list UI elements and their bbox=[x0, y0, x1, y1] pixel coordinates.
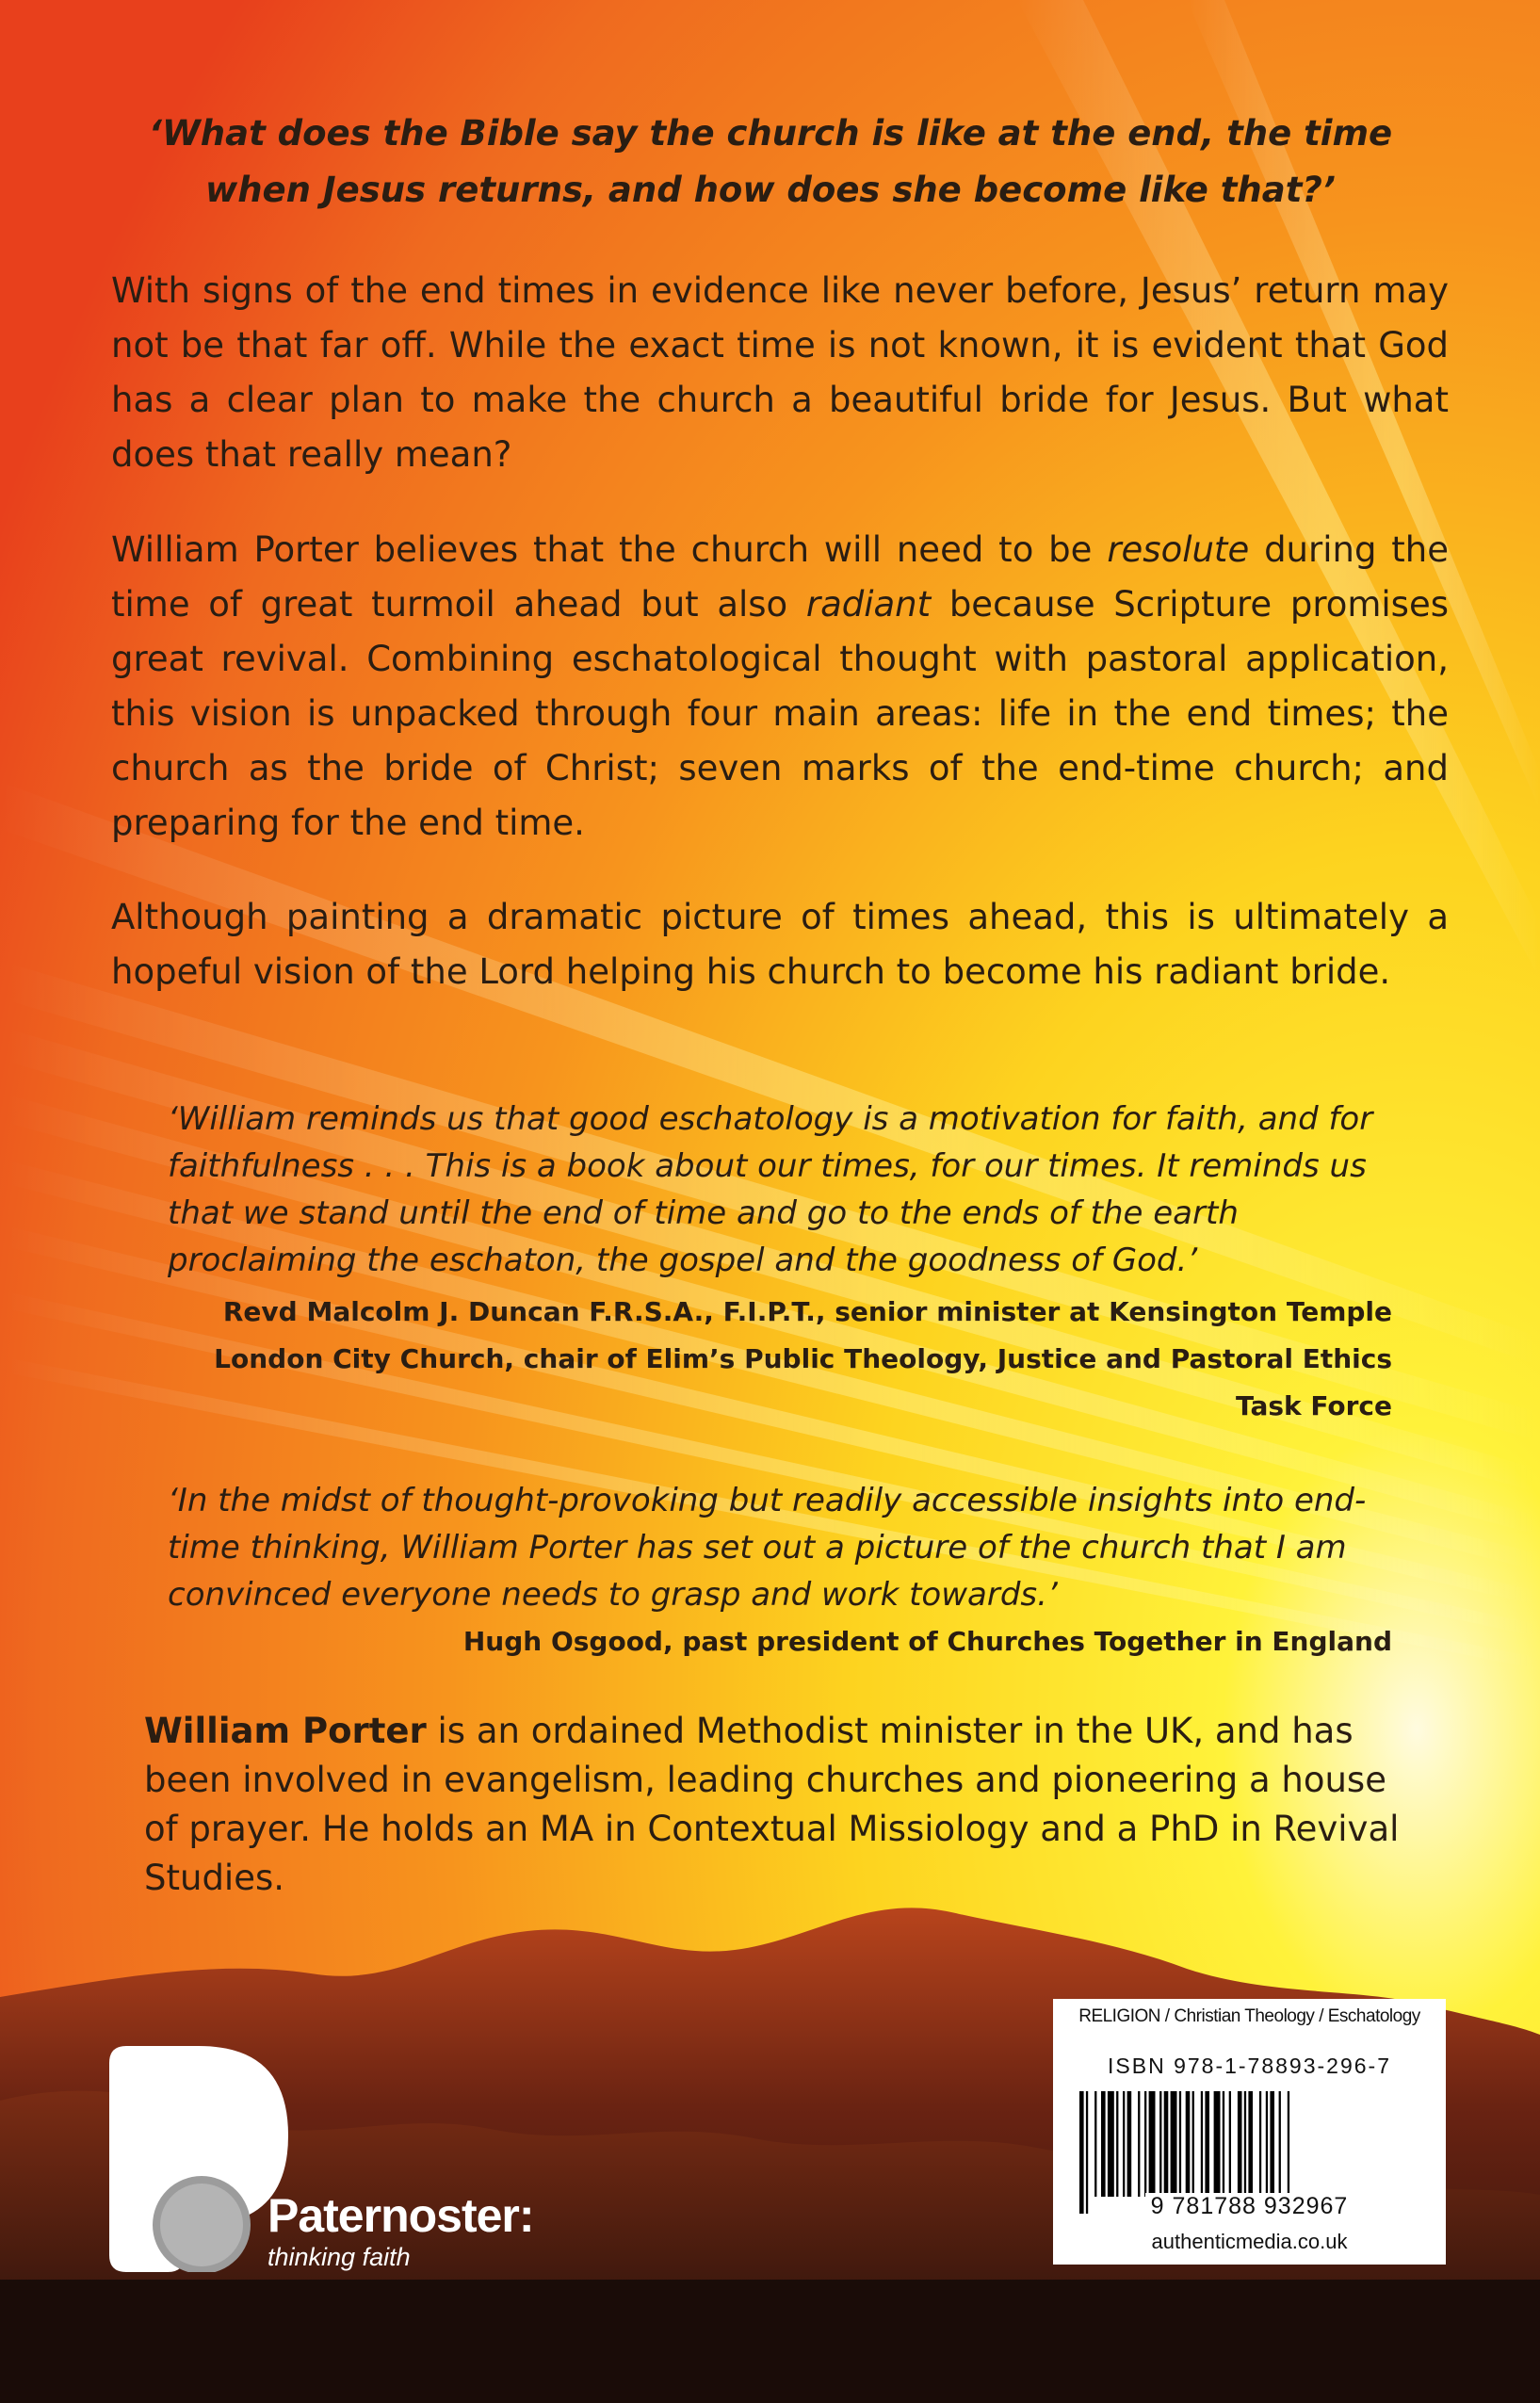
attribution-1-line-1: Revd Malcolm J. Duncan F.R.S.A., F.I.P.T., senior minister at Kensington Temple bbox=[222, 1296, 1392, 1327]
barcode-number bbox=[1053, 2193, 1446, 2220]
endorsement-attribution-1 bbox=[168, 1289, 1392, 1430]
endorsement-attribution-2: Hugh Osgood, past president of Churches Together in England bbox=[462, 1626, 1392, 1657]
isbn-text: ISBN 978-1-78893-296-7 bbox=[1108, 2054, 1391, 2078]
tagline-question: ‘What does the Bible say the church is like at the end, the time when Jesus returns, and how does she become like that?’ bbox=[148, 113, 1393, 210]
publisher-name: Paternoster: bbox=[267, 2189, 534, 2242]
description-paragraph-3: Although painting a dramatic picture of times ahead, this is ultimately a hopeful vision of the Lord helping his church to become his radiant bride. bbox=[111, 897, 1449, 992]
endorsement-quote-2: ‘In the midst of thought-provoking but readily accessible insights into end-time thinking, William Porter has set out a picture of the church that I am convinced everyone needs to grasp and work towards.’ bbox=[168, 1482, 1367, 1614]
attribution-1-line-2: London City Church, chair of Elim’s Public Theology, Justice and Pastoral Ethics bbox=[214, 1343, 1392, 1374]
attribution-1-line-3: Task Force bbox=[1235, 1390, 1392, 1421]
emphasis-radiant: radiant bbox=[805, 584, 932, 625]
description-paragraph-1: With signs of the end times in evidence like never before, Jesus’ return may not be that far off. While the exact time is not known, it is evident that God has a clear plan to make the church a beautiful bride for Jesus. But what does that really mean? bbox=[111, 270, 1449, 475]
author-bio bbox=[144, 1707, 1411, 1903]
barcode-number-text: 9 781788 932967 bbox=[1145, 2193, 1354, 2219]
emphasis-resolute: resolute bbox=[1107, 529, 1250, 570]
paragraph-2-text-b: during the time of great turmoil ahead but also bbox=[111, 529, 1450, 625]
description-paragraph-2 bbox=[111, 523, 1449, 851]
paragraph-2-text-c: because Scripture promises great revival. Combining eschatological thought with pastoral application, this vision is unpacked through four main areas: life in the end times; the church as the bride of Christ; seven marks of the end-time church; and preparing for the end time. bbox=[111, 584, 1449, 843]
author-name: William Porter bbox=[144, 1711, 427, 1751]
publisher-tagline: thinking faith bbox=[267, 2243, 411, 2271]
publisher-website: authenticmedia.co.uk bbox=[1151, 2230, 1348, 2253]
barcode-label bbox=[1053, 1999, 1446, 2265]
paternoster-logo-icon bbox=[109, 2046, 288, 2272]
author-bio-text: is an ordained Methodist minister in the UK, and has been involved in evangelism, leading churches and pioneering a house of prayer. He holds an MA in Contextual Missiology and a PhD in Revival Studies. bbox=[144, 1711, 1400, 1898]
endorsement-quote-1: ‘William reminds us that good eschatology is a motivation for faith, and for faithfulness . . . This is a book about our times, for our times. It reminds us that we stand until the end of time and go to the ends of the earth proclaiming the eschaton, the gospel and the goodness of God.’ bbox=[168, 1100, 1373, 1279]
bisac-category: RELIGION / Christian Theology / Eschatology bbox=[1078, 2006, 1420, 2026]
paragraph-2-text-a: William Porter believes that the church will need to be bbox=[111, 529, 1108, 570]
